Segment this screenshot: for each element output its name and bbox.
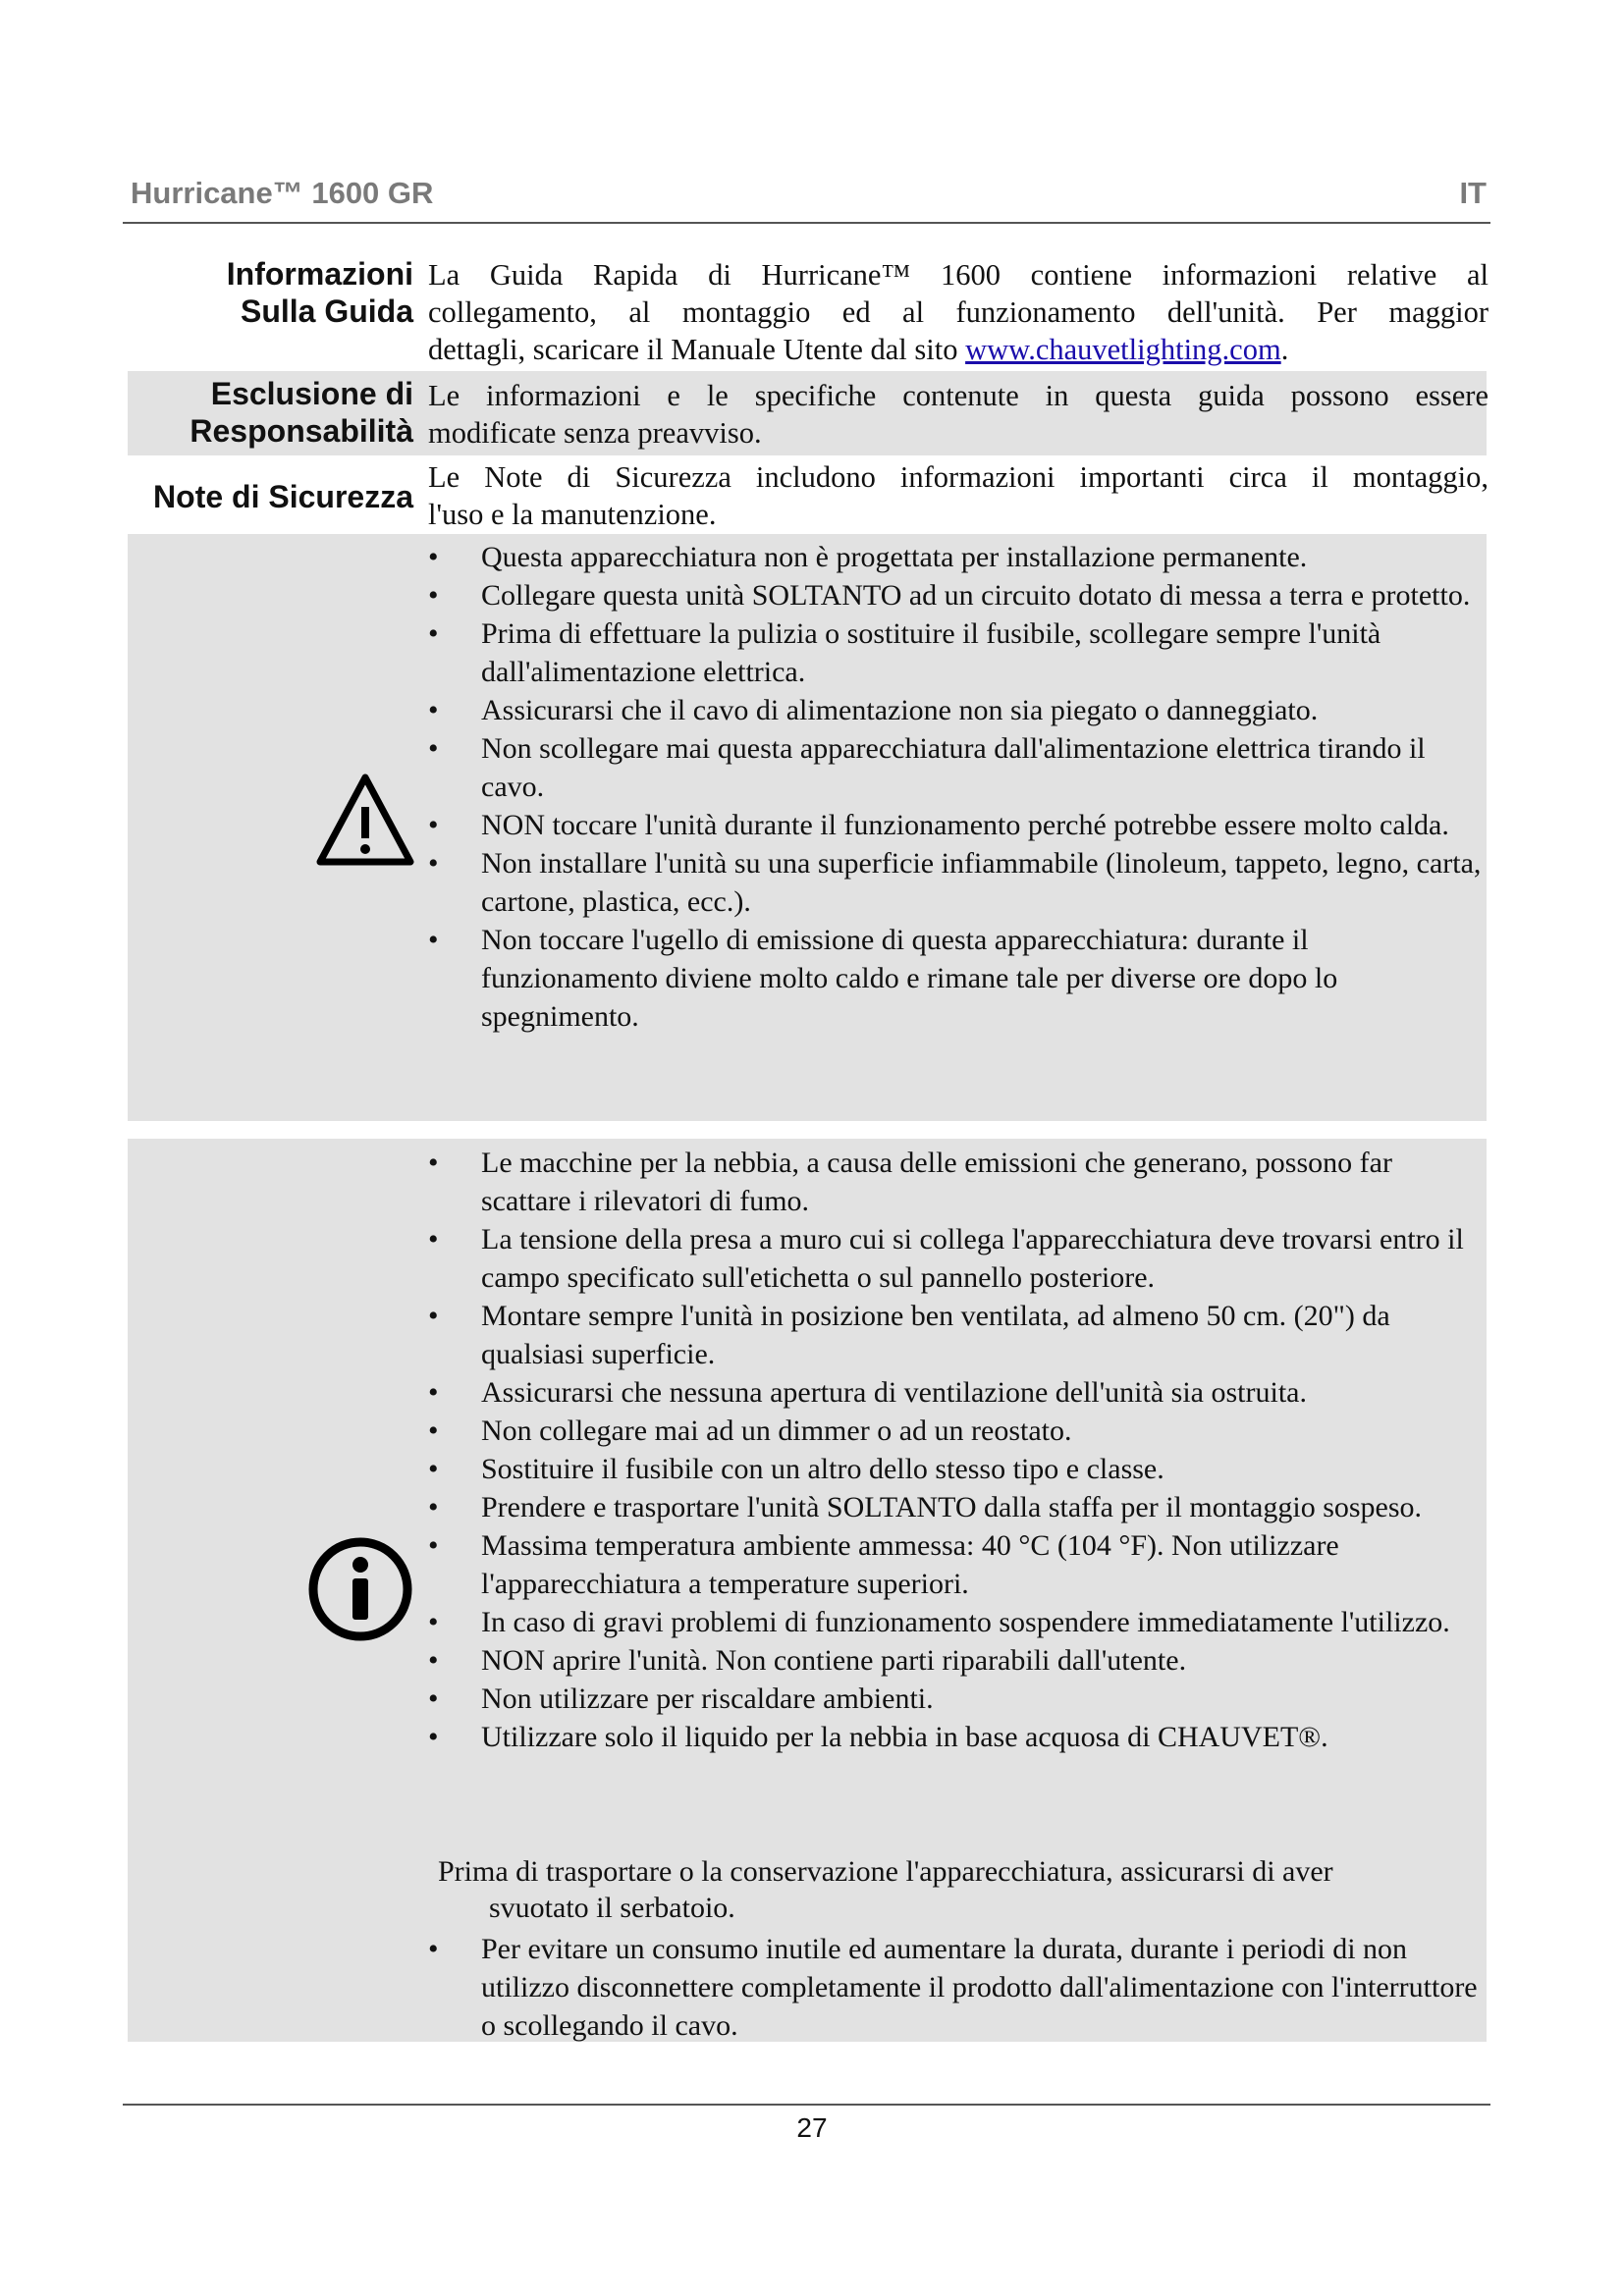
list-item: • In caso di gravi problemi di funzionamento sospendere immediatamente l'utilizzo. [428, 1603, 1489, 1641]
page-header [123, 173, 1490, 224]
list-item: • Non collegare mai ad un dimmer o ad un reostato. [428, 1412, 1489, 1450]
list-item: • Massima temperatura ambiente ammessa: 40 °C (104 °F). Non utilizzare l'apparecchiatura a temperature superiori. [428, 1526, 1489, 1603]
list-item: • Prima di effettuare la pulizia o sostituire il fusibile, scollegare sempre l'unità dall'alimentazione elettrica. [428, 614, 1489, 691]
list-item: • Montare sempre l'unità in posizione ben ventilata, ad almeno 50 cm. (20") da qualsiasi superficie. [428, 1297, 1489, 1373]
list-item: • Assicurarsi che il cavo di alimentazione non sia piegato o danneggiato. [428, 691, 1489, 729]
warning-triangle-icon [316, 772, 414, 872]
transport-note: Prima di trasportare o la conservazione l'apparecchiatura, assicurarsi di aver svuotato il serbatoio. [438, 1855, 1333, 1924]
list-item: • NON toccare l'unità durante il funzionamento perché potrebbe essere molto calda. [428, 806, 1489, 844]
document-title: Hurricane™ 1600 GR [131, 176, 434, 210]
language-code: IT [1459, 176, 1487, 210]
list-item: • Non installare l'unità su una superficie infiammabile (linoleum, tappeto, legno, carta, cartone, plastica, ecc.). [428, 844, 1489, 921]
page-number: 27 [796, 2112, 828, 2143]
list-item: • Non scollegare mai questa apparecchiatura dall'alimentazione elettrica tirando il cavo. [428, 729, 1489, 806]
list-item: • Non toccare l'ugello di emissione di questa apparecchiatura: durante il funzionamento diviene molto caldo e rimane tale per diverse ore dopo lo spegnimento. [428, 921, 1489, 1036]
list-item: • NON aprire l'unità. Non contiene parti riparabili dall'utente. [428, 1641, 1489, 1680]
footer-divider [123, 2104, 1490, 2106]
list-item: • Collegare questa unità SOLTANTO ad un circuito dotato di messa a terra e protetto. [428, 576, 1489, 614]
list-item: • Le macchine per la nebbia, a causa delle emissioni che generano, possono far scattare i rilevatori di fumo. [428, 1144, 1489, 1220]
final-bullet-list [428, 1930, 1489, 2045]
list-item: • Sostituire il fusibile con un altro dello stesso tipo e classe. [428, 1450, 1489, 1488]
guide-info-label: Informazioni Sulla Guida [226, 256, 413, 329]
list-item: • Per evitare un consumo inutile ed aumentare la durata, durante i periodi di non utilizzo disconnettere completamente il prodotto dall'alimentazione con l'interruttore o scollegando il cavo. [428, 1930, 1489, 2045]
list-item: • Assicurarsi che nessuna apertura di ventilazione dell'unità sia ostruita. [428, 1373, 1489, 1412]
warning-bullet-list [428, 538, 1489, 1036]
list-item: • La tensione della presa a muro cui si collega l'apparecchiatura deve trovarsi entro il campo specificato sull'etichetta o sul pannello posteriore. [428, 1220, 1489, 1297]
chauvet-website-link[interactable]: www.chauvetlighting.com [965, 333, 1281, 366]
safety-label: Note di Sicurezza [153, 479, 413, 514]
info-circle-icon [306, 1535, 414, 1643]
list-item: • Non utilizzare per riscaldare ambienti. [428, 1680, 1489, 1718]
list-item: • Utilizzare solo il liquido per la nebbia in base acquosa di CHAUVET®. [428, 1718, 1489, 1756]
disclaimer-label: Esclusione di Responsabilità [189, 376, 413, 449]
info-bullet-list [428, 1144, 1489, 1756]
guide-info-text: La Guida Rapida di Hurricane™ 1600 contiene informazioni relative al collegamento, al montaggio ed al funzionamento dell'unità. Per maggior dettagli, scaricare il Manuale Utente dal sito www.chauvetlighting.com. [428, 258, 1489, 366]
list-item: • Questa apparecchiatura non è progettata per installazione permanente. [428, 538, 1489, 576]
list-item: • Prendere e trasportare l'unità SOLTANTO dalla staffa per il montaggio sospeso. [428, 1488, 1489, 1526]
safety-intro-text: Le Note di Sicurezza includono informazioni importanti circa il montaggio, l'uso e la manutenzione. [428, 460, 1489, 531]
disclaimer-text: Le informazioni e le specifiche contenute in questa guida possono essere modificate senza preavviso. [428, 379, 1489, 450]
